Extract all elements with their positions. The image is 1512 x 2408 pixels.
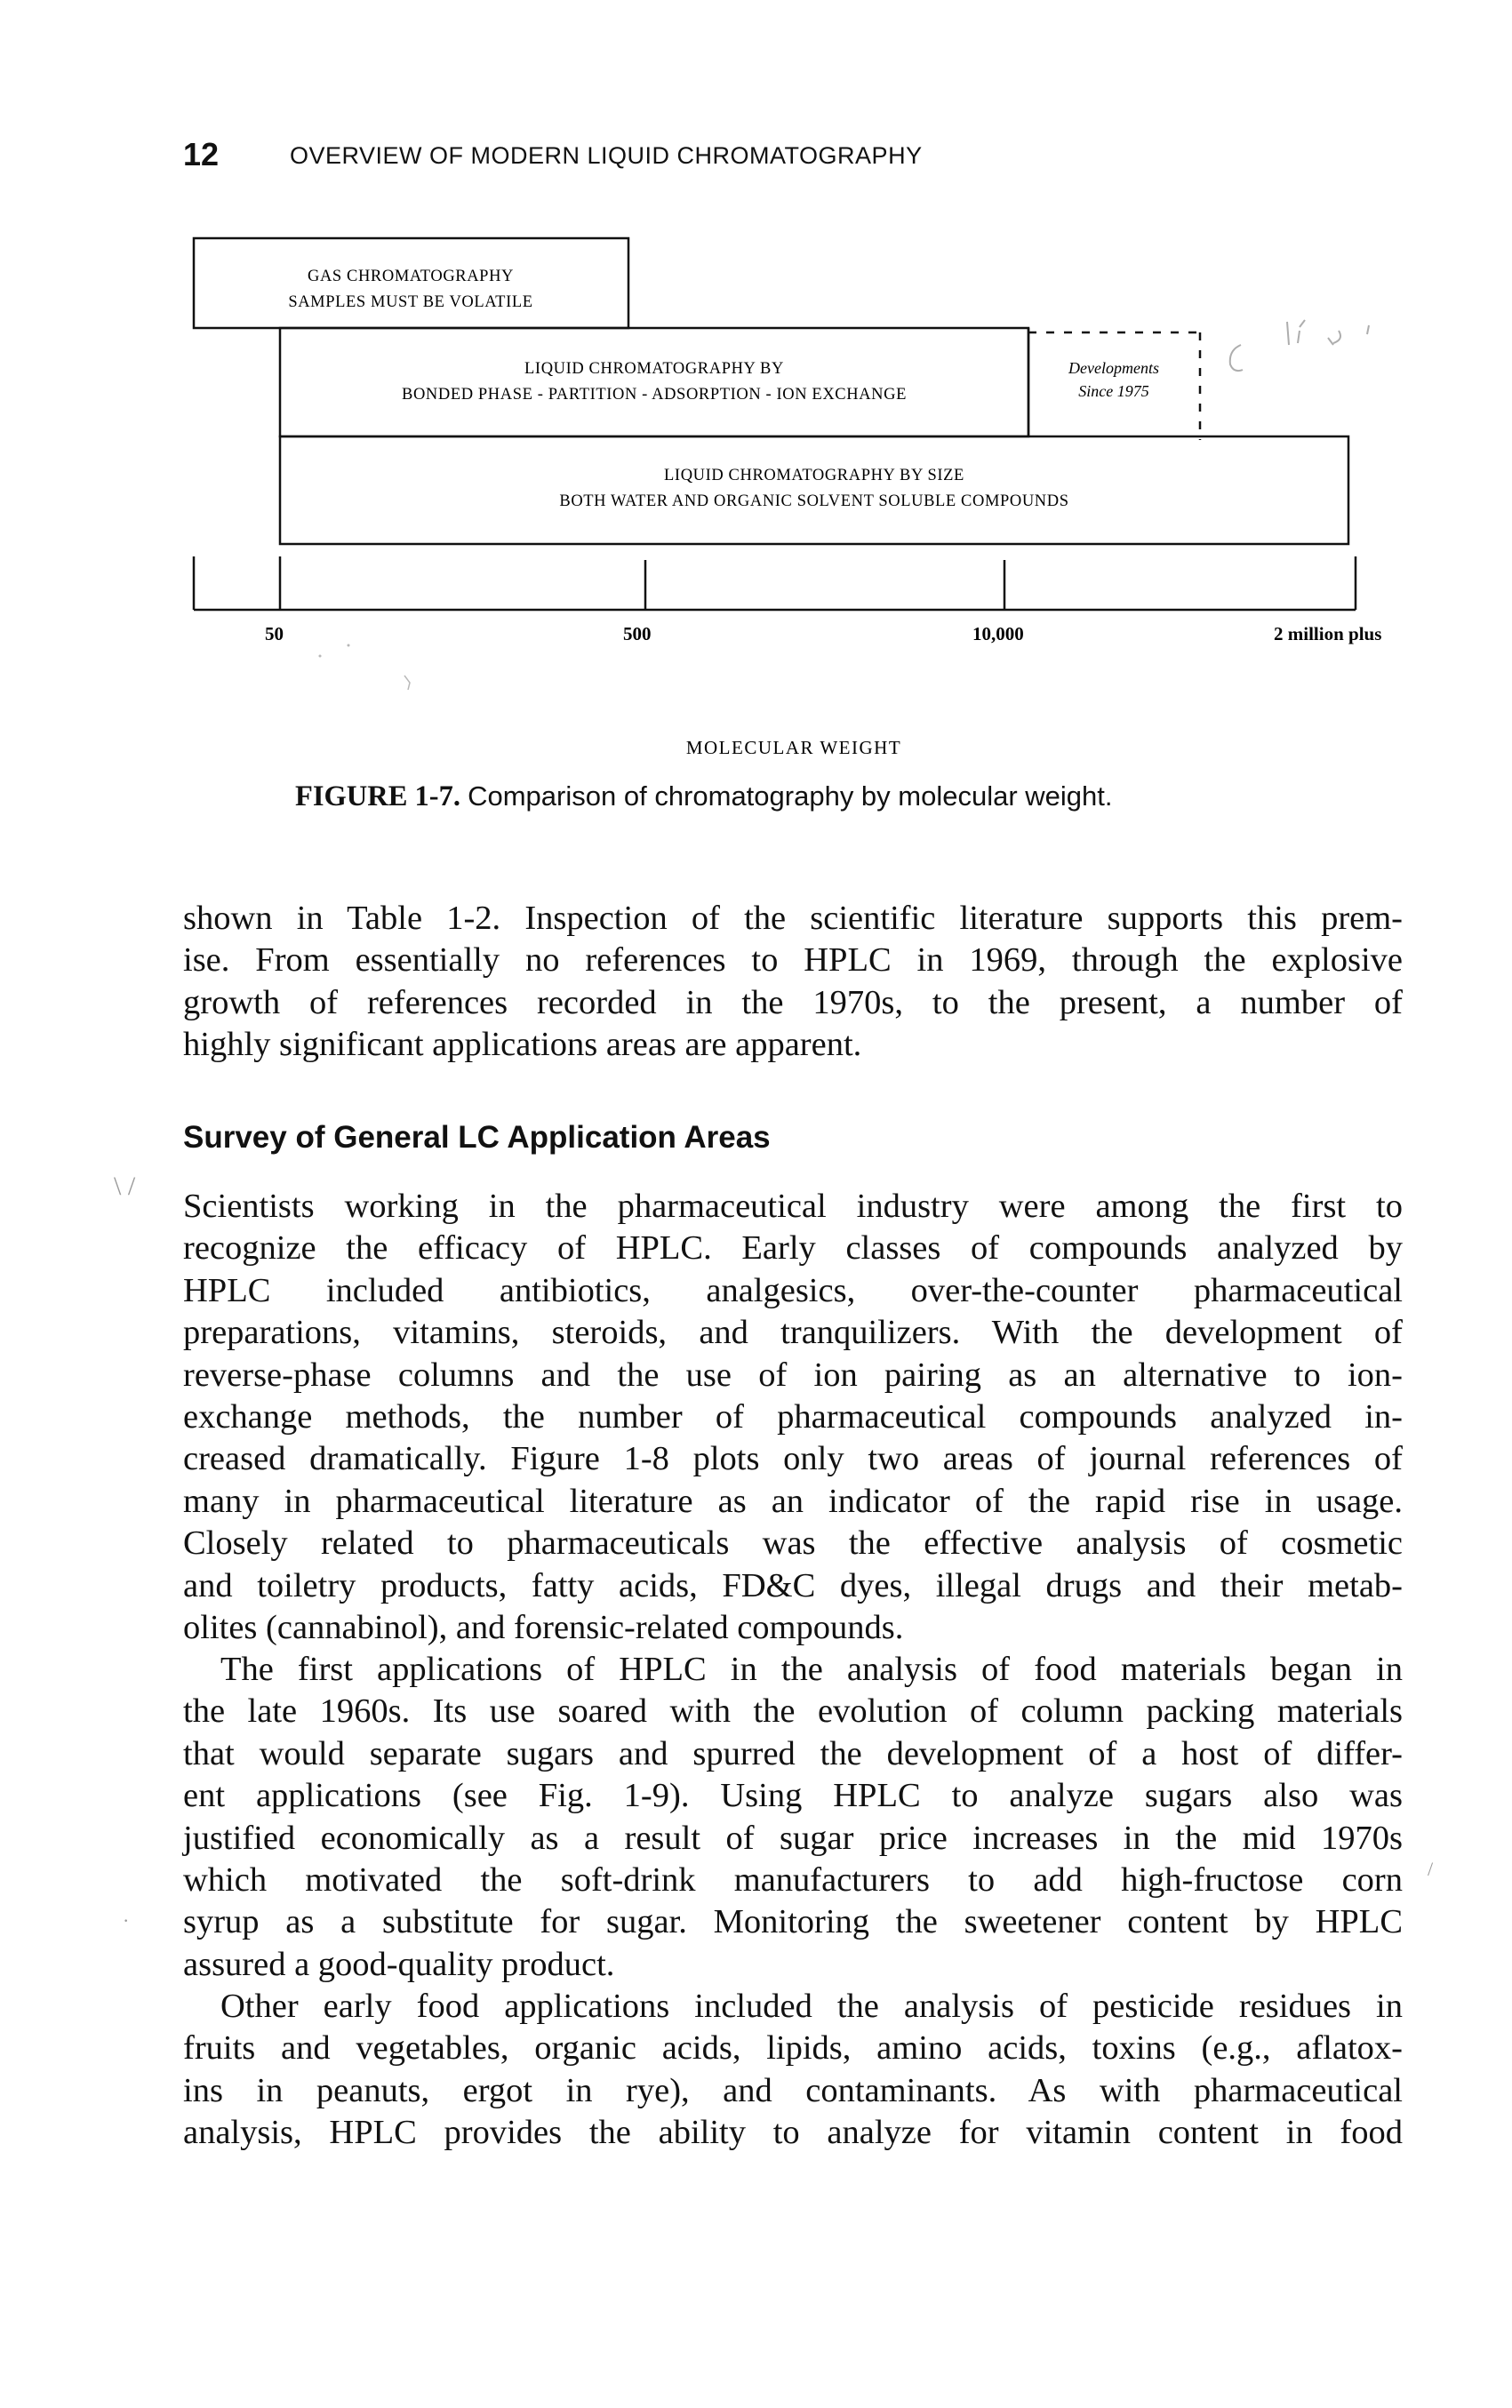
text-line: justified economically as a result of sugar price increases in the mid 1970s bbox=[183, 1819, 1403, 1857]
axis-title: MOLECULAR WEIGHT bbox=[685, 737, 902, 758]
section-heading: Survey of General LC Application Areas bbox=[183, 1120, 771, 1155]
paragraph-1 bbox=[183, 898, 1403, 1067]
paragraph-2 bbox=[183, 1186, 1403, 1649]
molecular-weight-axis bbox=[194, 556, 1381, 758]
tick-label-50: 50 bbox=[265, 623, 284, 644]
text-line: olites (cannabinol), and forensic-related compounds. bbox=[183, 1609, 904, 1647]
bonded-box-line2: BONDED PHASE - PARTITION - ADSORPTION - ION EXCHANGE bbox=[402, 386, 907, 404]
margin-mark: · bbox=[123, 1909, 130, 1932]
text-line: the late 1960s. Its use soared with the evolution of column packing materials bbox=[183, 1692, 1403, 1731]
bonded-box-line1: LIQUID CHROMATOGRAPHY BY bbox=[524, 360, 784, 378]
margin-mark: \ / bbox=[114, 1172, 136, 1201]
text-line: assured a good-quality product. bbox=[183, 1945, 615, 1983]
text-line: which motivated the soft-drink manufacturers to add high-fructose corn bbox=[183, 1861, 1403, 1900]
text-line: and toiletry products, fatty acids, FD&C dyes, illegal drugs and their metab- bbox=[183, 1566, 1403, 1604]
text-line: highly significant applications areas are apparent. bbox=[183, 1026, 862, 1064]
text-line: The first applications of HPLC in the analysis of food materials began in bbox=[220, 1651, 1403, 1688]
running-title: OVERVIEW OF MODERN LIQUID CHROMATOGRAPHY bbox=[290, 142, 923, 169]
text-line: reverse-phase columns and the use of ion pairing as an alternative to ion- bbox=[183, 1356, 1403, 1394]
text-line: that would separate sugars and spurred the development of a host of differ- bbox=[183, 1734, 1403, 1772]
size-box-line1: LIQUID CHROMATOGRAPHY BY SIZE bbox=[664, 467, 964, 484]
size-chromatography-box bbox=[280, 436, 1348, 544]
tick-label-10000: 10,000 bbox=[972, 623, 1024, 644]
text-line: analysis, HPLC provides the ability to analyze for vitamin content in food bbox=[183, 2114, 1403, 2152]
developments-line2: Since 1975 bbox=[1078, 382, 1149, 400]
figure-1-7 bbox=[0, 0, 1512, 773]
tick-label-2-million: 2 million plus bbox=[1274, 623, 1382, 644]
text-line: Other early food applications included the analysis of pesticide residues in bbox=[220, 1988, 1403, 2025]
text-line: ise. From essentially no references to HPLC in 1969, through the explosive bbox=[183, 941, 1403, 980]
text-line: preparations, vitamins, steroids, and tranquilizers. With the development of bbox=[183, 1314, 1403, 1352]
text-line: fruits and vegetables, organic acids, lipids, amino acids, toxins (e.g., aflatox- bbox=[183, 2029, 1403, 2068]
text-line: HPLC included antibiotics, analgesics, over-the-counter pharmaceutical bbox=[183, 1271, 1403, 1309]
text-line: many in pharmaceutical literature as an indicator of the rapid rise in usage. bbox=[183, 1482, 1403, 1520]
gas-box-line1: GAS CHROMATOGRAPHY bbox=[308, 268, 514, 285]
paragraph-4 bbox=[183, 1986, 1403, 2155]
page-number: 12 bbox=[183, 136, 220, 172]
text-line: ins in peanuts, ergot in rye), and contaminants. As with pharmaceutical bbox=[183, 2071, 1403, 2109]
developments-line1: Developments bbox=[1068, 359, 1159, 377]
text-line: recognize the efficacy of HPLC. Early classes of compounds analyzed by bbox=[183, 1229, 1403, 1268]
figure-caption-text: Comparison of chromatography by molecular weight. bbox=[468, 780, 1113, 812]
tick-label-500: 500 bbox=[623, 623, 652, 644]
margin-mark: / bbox=[1428, 1858, 1434, 1880]
paragraph-3 bbox=[183, 1649, 1403, 1986]
figure-caption bbox=[295, 780, 1113, 813]
developments-box bbox=[1028, 328, 1200, 440]
bonded-phase-box bbox=[280, 328, 1028, 436]
size-box-line2: BOTH WATER AND ORGANIC SOLVENT SOLUBLE COMPOUNDS bbox=[559, 492, 1069, 510]
text-line: Closely related to pharmaceuticals was the effective analysis of cosmetic bbox=[183, 1524, 1403, 1563]
text-line: Scientists working in the pharmaceutical industry were among the first to bbox=[183, 1188, 1403, 1225]
figure-caption-label: FIGURE 1-7. bbox=[295, 780, 460, 812]
text-line: ent applications (see Fig. 1-9). Using HPLC to analyze sugars also was bbox=[183, 1777, 1403, 1815]
gas-box-line2: SAMPLES MUST BE VOLATILE bbox=[288, 293, 533, 311]
text-line: exchange methods, the number of pharmaceutical compounds analyzed in- bbox=[183, 1398, 1403, 1436]
text-line: growth of references recorded in the 1970s, to the present, a number of bbox=[183, 983, 1403, 1021]
text-line: creased dramatically. Figure 1-8 plots only two areas of journal references of bbox=[183, 1440, 1403, 1478]
text-line: shown in Table 1-2. Inspection of the scientific literature supports this prem- bbox=[183, 900, 1403, 937]
gas-chromatography-box bbox=[194, 238, 628, 328]
text-line: syrup as a substitute for sugar. Monitoring the sweetener content by HPLC bbox=[183, 1903, 1403, 1941]
